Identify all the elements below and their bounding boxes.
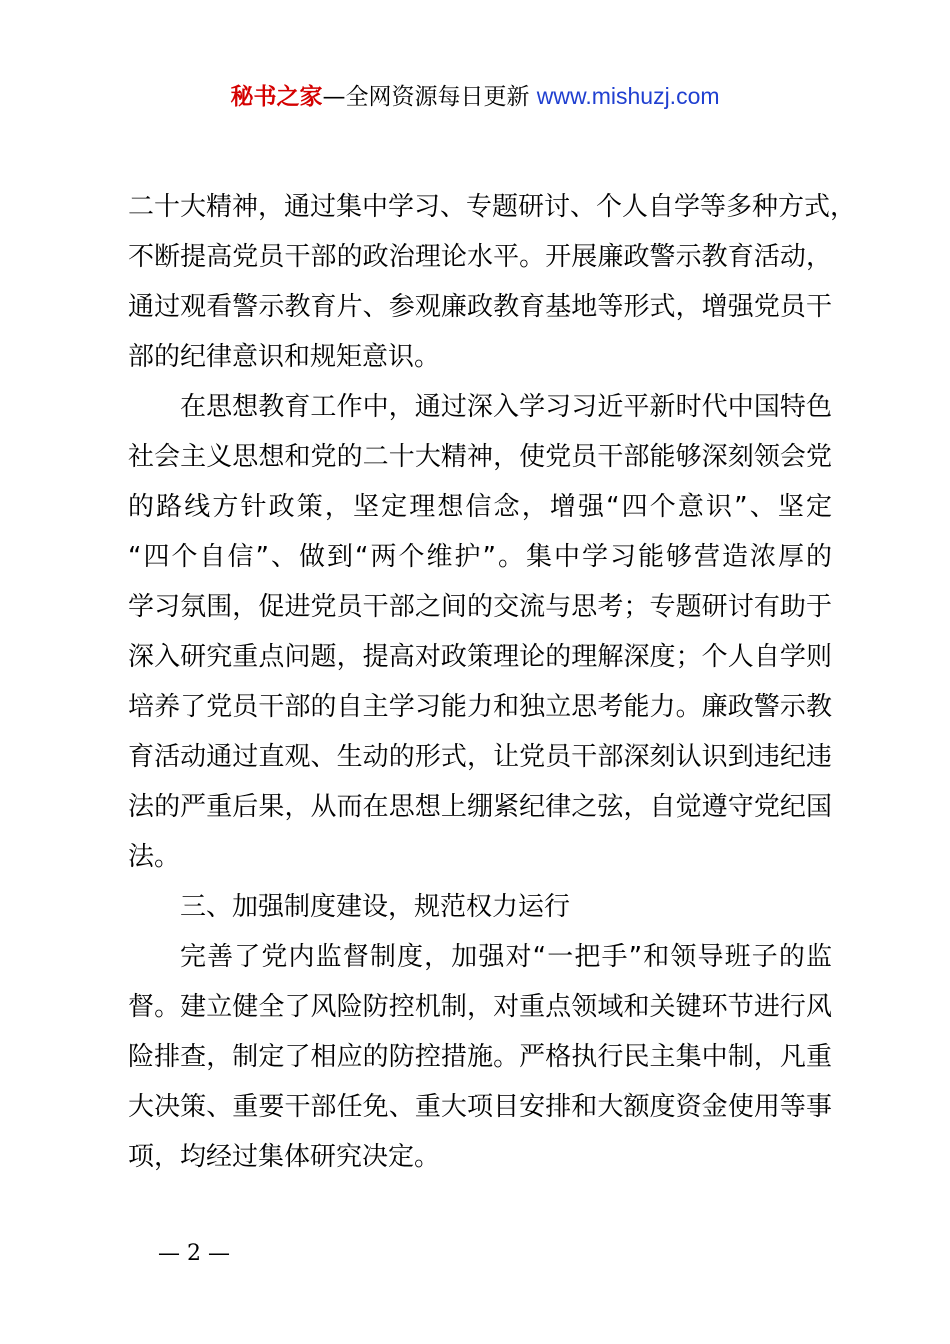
site-tagline: —全网资源每日更新 (322, 84, 537, 110)
document-body (128, 182, 857, 1182)
site-header (0, 80, 950, 113)
body-line: 在思想教育工作中，通过深入学习习近平新时代中国特色 (180, 392, 832, 422)
page-number: — 2 — (158, 1241, 230, 1266)
site-url-link[interactable]: www.mishuzj.com (536, 83, 720, 109)
body-line: 项，均经过集体研究决定。 (128, 1142, 441, 1172)
body-line: 不断提高党员干部的政治理论水平。开展廉政警示教育活动， (128, 242, 832, 272)
body-line: 二十大精神，通过集中学习、专题研讨、个人自学等多种方式， (128, 192, 857, 222)
body-line: 培养了党员干部的自主学习能力和独立思考能力。廉政警示教 (128, 692, 832, 722)
body-line: 督。建立健全了风险防控机制，对重点领域和关键环节进行风 (128, 992, 832, 1022)
body-line: 育活动通过直观、生动的形式，让党员干部深刻认识到违纪违 (128, 742, 832, 772)
body-line: 的路线方针政策，坚定理想信念，增强“四个意识”、坚定 (128, 492, 832, 522)
body-line: “四个自信”、做到“两个维护”。集中学习能够营造浓厚的 (128, 542, 832, 572)
section-heading: 三、加强制度建设，规范权力运行 (180, 892, 571, 922)
body-line: 完善了党内监督制度，加强对“一把手”和领导班子的监 (180, 942, 832, 972)
site-brand: 秘书之家 (230, 84, 323, 110)
body-line: 通过观看警示教育片、参观廉政教育基地等形式，增强党员干 (128, 292, 832, 322)
body-line: 深入研究重点问题，提高对政策理论的理解深度；个人自学则 (128, 642, 832, 672)
body-line: 法的严重后果，从而在思想上绷紧纪律之弦，自觉遵守党纪国 (128, 792, 832, 822)
body-line: 法。 (128, 842, 181, 872)
body-line: 险排查，制定了相应的防控措施。严格执行民主集中制，凡重 (128, 1042, 832, 1072)
body-line: 部的纪律意识和规矩意识。 (128, 342, 441, 372)
body-line: 社会主义思想和党的二十大精神，使党员干部能够深刻领会党 (128, 442, 832, 472)
body-line: 学习氛围，促进党员干部之间的交流与思考；专题研讨有助于 (128, 592, 832, 622)
body-line: 大决策、重要干部任免、重大项目安排和大额度资金使用等事 (128, 1092, 832, 1122)
